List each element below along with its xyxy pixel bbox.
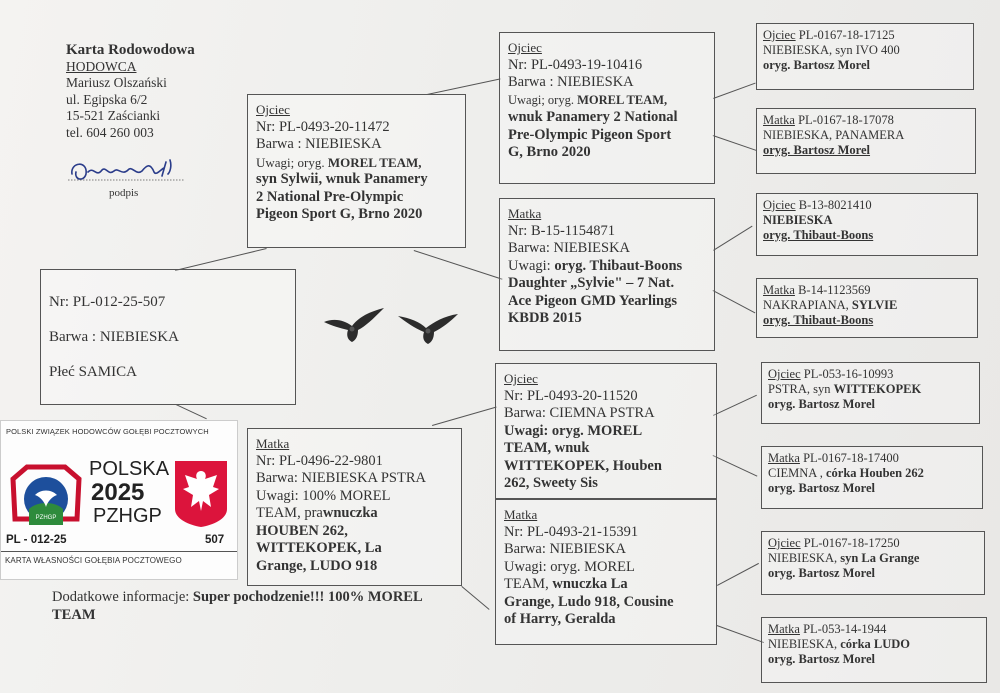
ff-label: Ojciec (508, 40, 542, 55)
mf-color: Barwa: CIEMNA PSTRA (504, 405, 655, 421)
ancestor-ring: Matka B-14-1123569 (763, 283, 871, 297)
card-country: POLSKA (89, 458, 170, 480)
pigeon-left-icon (324, 308, 384, 342)
mm-color: Barwa: NIEBIESKA (504, 541, 627, 557)
card-organization: POLSKI ZWIĄZEK HODOWCÓW GOŁĘBI POCZTOWYCH (6, 427, 209, 436)
subject-ring: Nr: PL-012-25-507 (49, 294, 166, 310)
ancestor-box-mm-m (761, 617, 987, 683)
ancestor-color: NIEBIESKA, syn La Grange (768, 551, 920, 565)
ff-notes-line: wnuk Panamery 2 National (508, 109, 678, 125)
ff-notes-line: Pre-Olympic Pigeon Sport (508, 126, 672, 143)
ancestor-ring: Ojciec B-13-8021410 (763, 198, 872, 212)
connector-line (713, 455, 758, 477)
dam-ring: Nr: PL-0496-22-9801 (256, 452, 383, 469)
connector-line (427, 78, 501, 95)
sire-sire-box (499, 32, 715, 184)
ancestor-origin: oryg. Bartosz Morel (768, 397, 876, 411)
card-year: 2025 (91, 479, 145, 506)
breeder-header (66, 42, 195, 141)
sire-notes-line: 2 National Pre-Olympic (256, 188, 404, 205)
ancestor-origin: oryg. Bartosz Morel (768, 566, 876, 580)
mf-label: Ojciec (504, 371, 538, 386)
mm-notes-line: TEAM, wnuczka La (504, 576, 628, 592)
sire-notes: Uwagi; oryg. MOREL TEAM, (256, 154, 422, 170)
dam-notes-line: Grange, LUDO 918 (256, 557, 378, 574)
sire-box (247, 94, 466, 248)
mm-label: Matka (504, 507, 538, 522)
fm-notes-line: Ace Pigeon GMD Yearlings (508, 292, 678, 309)
ancestor-origin: oryg. Bartosz Morel (763, 58, 871, 72)
mf-notes-line: TEAM, wnuk (504, 440, 590, 456)
pigeon-right-icon (398, 314, 458, 344)
breeder-name: Mariusz Olszański (66, 75, 167, 90)
fm-color: Barwa: NIEBIESKA (508, 240, 631, 256)
ancestor-box-ff-m (756, 108, 976, 174)
card-ring: PL - 012-25 (6, 534, 67, 546)
ff-notes: Uwagi; oryg. MOREL TEAM, (508, 92, 668, 107)
breeder-street: ul. Egipska 6/2 (66, 91, 148, 107)
ancestor-color: CIEMNA , córka Houben 262 (768, 466, 924, 480)
ownership-card (0, 420, 238, 580)
dam-box (247, 428, 462, 586)
card-footer: KARTA WŁASNOŚCI GOŁĘBIA POCZTOWEGO (5, 556, 182, 565)
pigeon-illustration (322, 300, 462, 345)
connector-line (717, 625, 764, 643)
connector-line (175, 248, 267, 271)
ancestor-origin: oryg. Bartosz Morel (768, 481, 876, 495)
mm-notes-line: of Harry, Geralda (504, 611, 616, 627)
document-title: Karta Rodowodowa (66, 42, 195, 58)
ancestor-origin: oryg. Thibaut-Boons (763, 313, 874, 327)
dam-notes: Uwagi: 100% MOREL (256, 487, 391, 504)
additional-info: Dodatkowe informacje: Super pochodzenie!!! 100% MOREL TEAM (52, 589, 423, 623)
ff-ring: Nr: PL-0493-19-10416 (508, 56, 643, 73)
sire-notes-line: syn Sylwii, wnuk Panamery (256, 171, 428, 187)
ancestor-color: NIEBIESKA, PANAMERA (763, 128, 905, 142)
connector-line (713, 135, 757, 151)
card-number: 507 (205, 534, 225, 546)
ancestor-ring: Ojciec PL-0167-18-17125 (763, 28, 895, 42)
ancestor-box-fm-f (756, 193, 978, 256)
fm-ring: Nr: B-15-1154871 (508, 222, 615, 239)
connector-line (713, 226, 753, 251)
polish-eagle-emblem-icon (173, 459, 229, 529)
connector-line (432, 407, 497, 426)
sire-dam-box (499, 198, 715, 351)
dam-label: Matka (256, 436, 290, 451)
sire-notes-line: Pigeon Sport G, Brno 2020 (256, 206, 423, 222)
mf-notes-line: Uwagi: oryg. MOREL (504, 422, 643, 439)
ancestor-color: NAKRAPIANA, SYLVIE (763, 298, 898, 312)
mf-notes-line: 262, Sweety Sis (504, 475, 598, 491)
breeder-city: 15-521 Zaścianki (66, 108, 161, 123)
mm-notes: Uwagi: oryg. MOREL (504, 558, 635, 575)
subject-sex: Płeć SAMICA (49, 364, 137, 380)
ff-color: Barwa : NIEBIESKA (508, 74, 634, 90)
connector-line (461, 586, 489, 610)
fm-notes-line: Daughter „Sylvie" – 7 Nat. (508, 275, 675, 291)
fm-label: Matka (508, 206, 542, 221)
ancestor-color: PSTRA, syn WITTEKOPEK (768, 382, 922, 396)
mf-notes-line: WITTEKOPEK, Houben (504, 457, 662, 474)
mm-notes-line: Grange, Ludo 918, Cousine (504, 593, 674, 610)
fm-notes-line: KBDB 2015 (508, 310, 582, 326)
pzhgp-logo-icon (7, 459, 85, 533)
ancestor-box-fm-m (756, 278, 978, 338)
ancestor-box-ff-f (756, 23, 974, 90)
mm-ring: Nr: PL-0493-21-15391 (504, 523, 639, 540)
ancestor-ring: Matka PL-053-14-1944 (768, 622, 887, 636)
dam-sire-box (495, 363, 717, 499)
dam-dam-box (495, 499, 717, 645)
handwritten-signature (66, 152, 186, 192)
dam-notes-line: HOUBEN 262, (256, 522, 348, 539)
ancestor-origin: oryg. Bartosz Morel (768, 652, 876, 666)
mf-ring: Nr: PL-0493-20-11520 (504, 387, 638, 404)
sire-color: Barwa : NIEBIESKA (256, 136, 382, 152)
card-abbr: PZHGP (93, 505, 162, 527)
sire-ring: Nr: PL-0493-20-11472 (256, 118, 390, 135)
ancestor-box-mf-f (761, 362, 980, 424)
dam-color: Barwa: NIEBIESKA PSTRA (256, 470, 426, 486)
connector-line (713, 83, 756, 99)
ancestor-ring: Matka PL-0167-18-17078 (763, 113, 894, 127)
ancestor-origin: oryg. Bartosz Morel (763, 143, 871, 157)
subject-bird-box (40, 269, 296, 405)
ancestor-ring: Ojciec PL-0167-18-17250 (768, 536, 900, 550)
card-divider (1, 551, 237, 552)
svg-text:PZHGP: PZHGP (35, 515, 57, 521)
breeder-label: HODOWCA (66, 58, 137, 74)
ancestor-ring: Ojciec PL-053-16-10993 (768, 367, 894, 381)
ancestor-ring: Matka PL-0167-18-17400 (768, 451, 899, 465)
connector-line (414, 250, 503, 280)
fm-notes: Uwagi: oryg. Thibaut-Boons (508, 257, 683, 274)
connector-line (713, 290, 756, 313)
ancestor-box-mm-f (761, 531, 985, 595)
ancestor-color: NIEBIESKA (763, 213, 833, 227)
dam-notes-line: WITTEKOPEK, La (256, 540, 382, 556)
signature-label: podpis (109, 187, 139, 199)
ancestor-origin: oryg. Thibaut-Boons (763, 228, 874, 242)
ancestor-box-mf-m (761, 446, 983, 509)
subject-color: Barwa : NIEBIESKA (49, 329, 179, 345)
sire-label: Ojciec (256, 102, 290, 117)
connector-line (717, 563, 759, 586)
breeder-phone: tel. 604 260 003 (66, 124, 154, 140)
connector-line (713, 395, 757, 416)
dam-notes-line: TEAM, prawnuczka (256, 505, 378, 521)
ff-notes-line: G, Brno 2020 (508, 144, 591, 160)
ancestor-color: NIEBIESKA, córka LUDO (768, 637, 911, 651)
ancestor-color: NIEBIESKA, syn IVO 400 (763, 43, 900, 57)
